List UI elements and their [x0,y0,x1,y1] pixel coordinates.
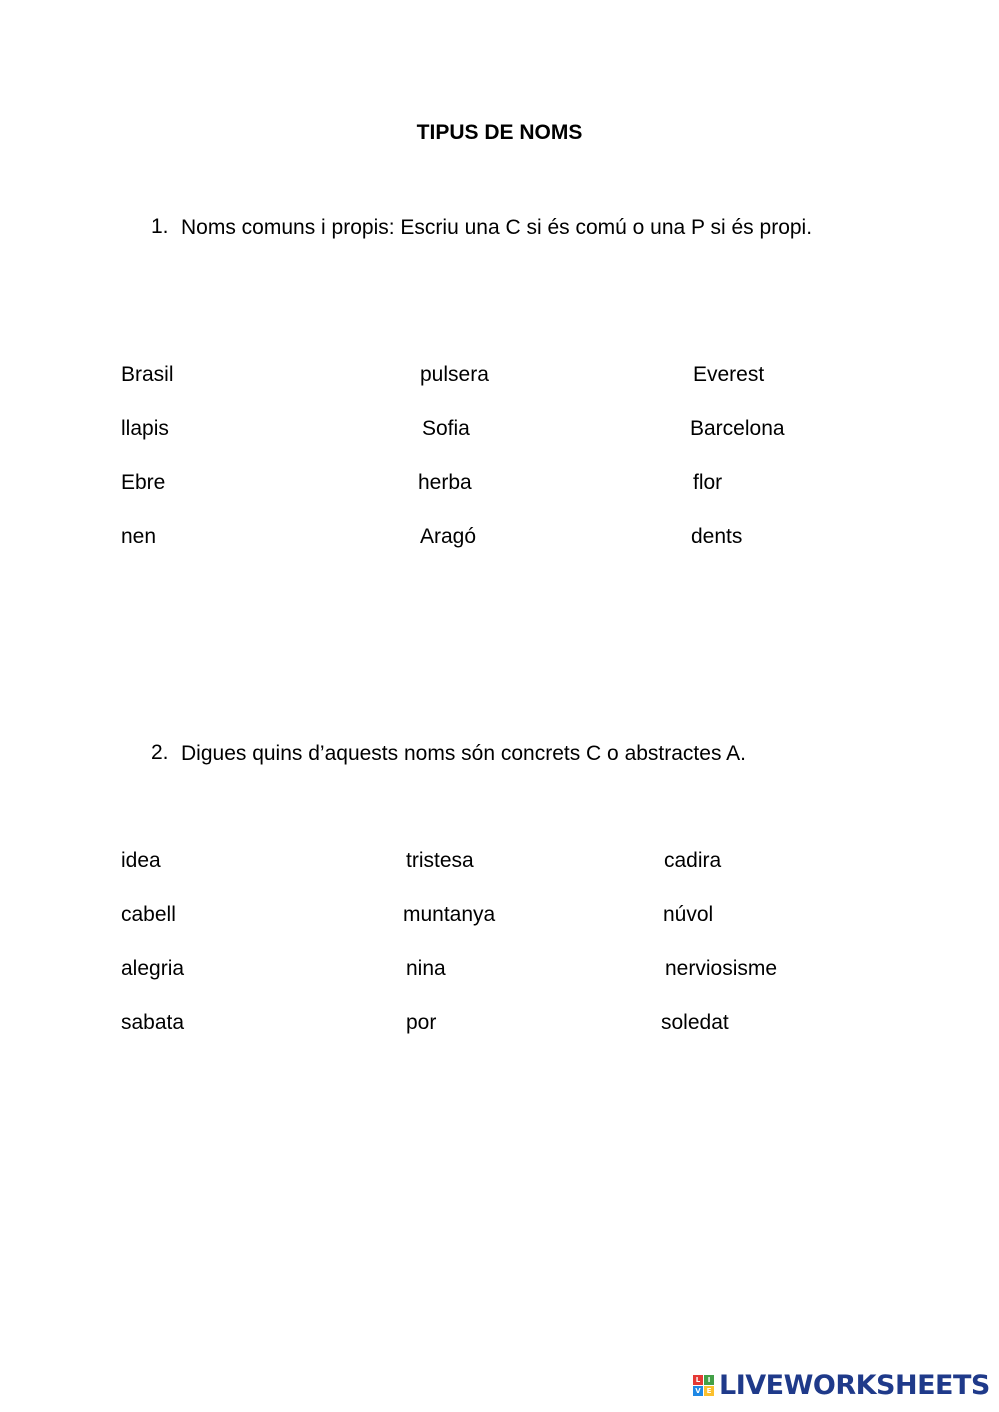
word-por: por [406,1011,437,1034]
question-2-number: 2. [151,741,169,764]
word-dents: dents [691,525,743,548]
word-muntanya: muntanya [403,903,496,926]
word-barcelona: Barcelona [690,417,785,440]
word-sabata: sabata [121,1011,185,1034]
liveworksheets-logo-mark-icon [693,1375,714,1396]
word-nina: nina [406,957,446,980]
word-herba: herba [418,471,472,494]
word-nen: nen [121,525,157,548]
word-soledat: soledat [661,1011,729,1034]
word-idea: idea [121,849,161,872]
word-flor: flor [693,471,723,494]
word-arago: Aragó [420,525,477,548]
logo-mark-letter: V [693,1386,703,1396]
liveworksheets-logo-text: LIVEWORKSHEETS [719,1370,990,1401]
page-title: TIPUS DE NOMS [416,121,583,144]
word-nuvol: núvol [663,903,714,926]
word-tristesa: tristesa [406,849,474,872]
question-1-number: 1. [151,215,169,238]
liveworksheets-logo [693,1370,990,1401]
word-nerviosisme: nerviosisme [665,957,778,980]
word-ebre: Ebre [121,471,166,494]
word-cabell: cabell [121,903,176,926]
question-1-instruction: Noms comuns i propis: Escriu una C si és comú o una P si és propi. [181,216,813,239]
word-brasil: Brasil [121,363,174,386]
word-everest: Everest [693,363,765,386]
logo-mark-letter: I [704,1375,714,1385]
logo-mark-letter: L [693,1375,703,1385]
word-pulsera: pulsera [420,363,489,386]
word-llapis: llapis [121,417,169,440]
logo-mark-letter: E [704,1386,714,1396]
word-cadira: cadira [664,849,722,872]
question-2-instruction: Digues quins d’aquests noms són concrets C o abstractes A. [181,742,746,765]
word-alegria: alegria [121,957,185,980]
word-sofia: Sofia [422,417,470,440]
